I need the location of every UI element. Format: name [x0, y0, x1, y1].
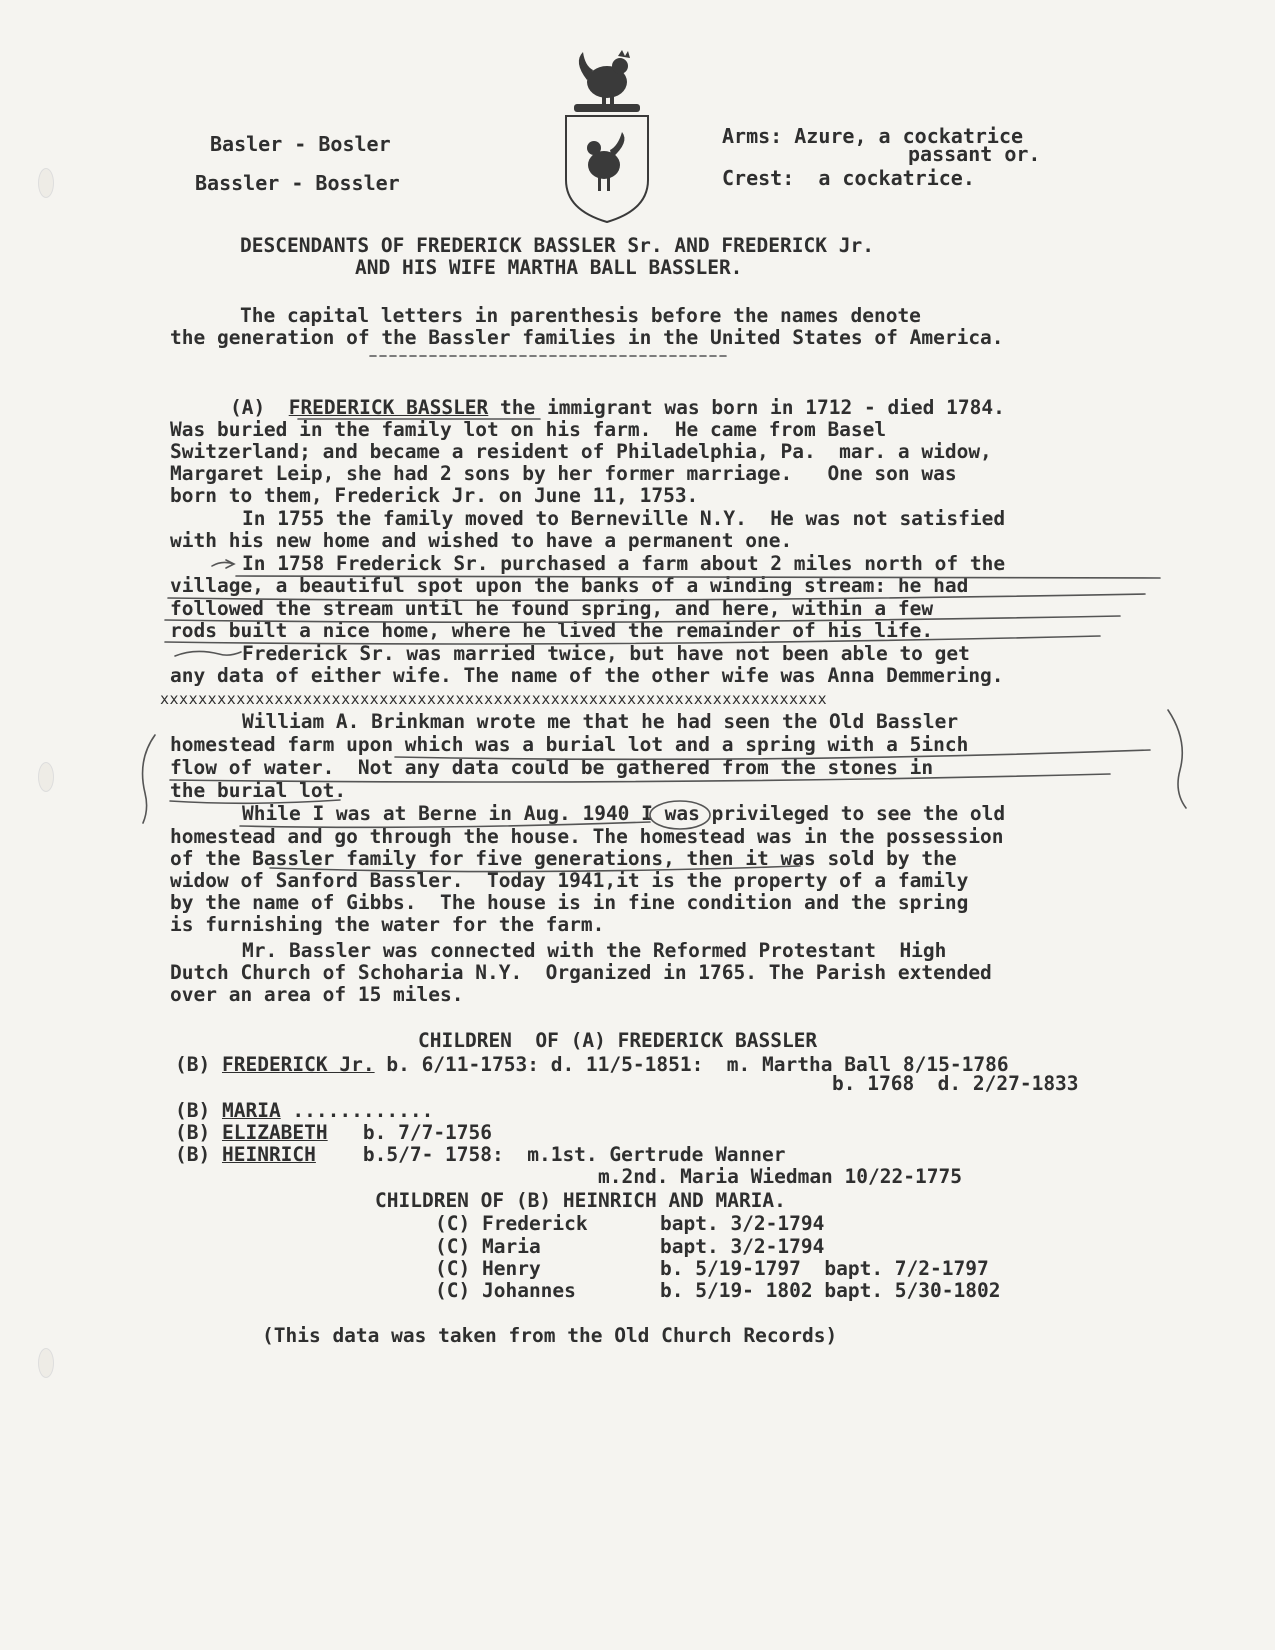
list-item: (C) Maria [435, 1235, 541, 1258]
child-row: (B) MARIA ............ [175, 1099, 434, 1122]
paragraph-7-line-2: Dutch Church of Schoharia N.Y. Organized in 1765. The Parish extended [170, 961, 992, 984]
list-item: (C) Henry [435, 1257, 541, 1280]
coat-of-arms-icon [552, 50, 662, 225]
paragraph-1-line-1: (A) FREDERICK BASSLER the immigrant was born in 1712 - died 1784. [230, 396, 1005, 419]
paragraph-3-line-1: In 1758 Frederick Sr. purchased a farm about 2 miles north of the [242, 552, 1006, 575]
paragraph-2-line-2: with his new home and wished to have a permanent one. [170, 529, 793, 552]
title-line-1: DESCENDANTS OF FREDERICK BASSLER Sr. AND FREDERICK Jr. [240, 234, 874, 257]
children-b-heading: CHILDREN OF (B) HEINRICH AND MARIA. [375, 1189, 786, 1212]
paragraph-1-line-4: Margaret Leip, she had 2 sons by her former marriage. One son was [170, 462, 957, 485]
surname-variants-2: Bassler - Bossler [195, 171, 400, 195]
paragraph-1-line-2: Was buried in the family lot on his farm. He came from Basel [170, 418, 887, 441]
list-item-details: b. 5/19- 1802 bapt. 5/30-1802 [660, 1279, 1001, 1302]
paragraph-6-line-3: of the Bassler family for five generations, then it was sold by the [170, 847, 957, 870]
paragraph-5-line-4: the burial lot. [170, 779, 347, 802]
intro-line-2: the generation of the Bassler families in the United States of America. [170, 326, 1004, 349]
paragraph-6-line-2: homestead and go through the house. The homestead was in the possession [170, 825, 1004, 848]
arms-description-2: passant or. [908, 142, 1041, 166]
paragraph-1-line-3: Switzerland; and became a resident of Philadelphia, Pa. mar. a widow, [170, 440, 992, 463]
punch-hole-middle [38, 762, 54, 792]
children-a-heading: CHILDREN OF (A) FREDERICK BASSLER [418, 1029, 818, 1052]
paragraph-6-line-5: by the name of Gibbs. The house is in fine condition and the spring [170, 891, 969, 914]
arms-description: Arms: Azure, a cockatrice [722, 124, 1024, 148]
struck-out-line: xxxxxxxxxxxxxxxxxxxxxxxxxxxxxxxxxxxxxxxxxxxxxxxxxxxxxxxxxxxxxxxxxxxxxx [160, 690, 828, 708]
list-item-details: bapt. 3/2-1794 [660, 1235, 825, 1258]
title-line-2: AND HIS WIFE MARTHA BALL BASSLER. [355, 256, 743, 279]
immigrant-name: FREDERICK BASSLER [288, 396, 489, 419]
punch-hole-top [38, 168, 54, 198]
paragraph-6-line-4: widow of Sanford Bassler. Today 1941,it is the property of a family [170, 869, 969, 892]
paragraph-3-line-4: rods built a nice home, where he lived the remainder of his life. [170, 619, 934, 642]
list-item: (C) Frederick [435, 1212, 588, 1235]
paragraph-7-line-3: over an area of 15 miles. [170, 983, 464, 1006]
child-row: (B) HEINRICH b.5/7- 1758: m.1st. Gertrude Wanner [175, 1143, 786, 1166]
paragraph-6-line-6: is furnishing the water for the farm. [170, 913, 605, 936]
intro-line-1: The capital letters in parenthesis before the names denote [240, 304, 921, 327]
generation-label-a: (A) [230, 396, 289, 419]
paragraph-4-line-1: Frederick Sr. was married twice, but have not been able to get [242, 642, 970, 665]
paragraph-5-line-2: homestead farm upon which was a burial lot and a spring with a 5inch [170, 733, 969, 756]
paragraph-5-line-3: flow of water. Not any data could be gathered from the stones in [170, 756, 934, 779]
paragraph-5-line-1: William A. Brinkman wrote me that he had seen the Old Bassler [242, 710, 959, 733]
paragraph-6-line-1: While I was at Berne in Aug. 1940 I was privileged to see the old [242, 802, 1006, 825]
list-item: (C) Johannes [435, 1279, 576, 1302]
source-note: (This data was taken from the Old Church Records) [262, 1324, 838, 1347]
paragraph-1-line-5: born to them, Frederick Jr. on June 11, 1753. [170, 484, 699, 507]
paragraph-3-line-2: village, a beautiful spot upon the banks of a winding stream: he had [170, 574, 969, 597]
surname-variants-1: Basler - Bosler [210, 132, 391, 156]
child-row: (B) ELIZABETH b. 7/7-1756 [175, 1121, 493, 1144]
paragraph-3-line-3: followed the stream until he found spring, and here, within a few [170, 597, 934, 620]
child-row: m.2nd. Maria Wiedman 10/22-1775 [598, 1165, 962, 1188]
child-row: (B) FREDERICK Jr. b. 6/11-1753: d. 11/5-1851: m. Martha Ball 8/15-1786 [175, 1053, 1009, 1076]
list-item-details: b. 5/19-1797 bapt. 7/2-1797 [660, 1257, 989, 1280]
punch-hole-bottom [38, 1348, 54, 1378]
paragraph-2-line-1: In 1755 the family moved to Berneville N.Y. He was not satisfied [242, 507, 1006, 530]
list-item-details: bapt. 3/2-1794 [660, 1212, 825, 1235]
crest-description: Crest: a cockatrice. [722, 166, 975, 190]
child-row: b. 1768 d. 2/27-1833 [832, 1072, 1079, 1095]
paragraph-4-line-2: any data of either wife. The name of the other wife was Anna Demmering. [170, 664, 1004, 687]
paragraph-7-line-1: Mr. Bassler was connected with the Reformed Protestant High [242, 939, 947, 962]
